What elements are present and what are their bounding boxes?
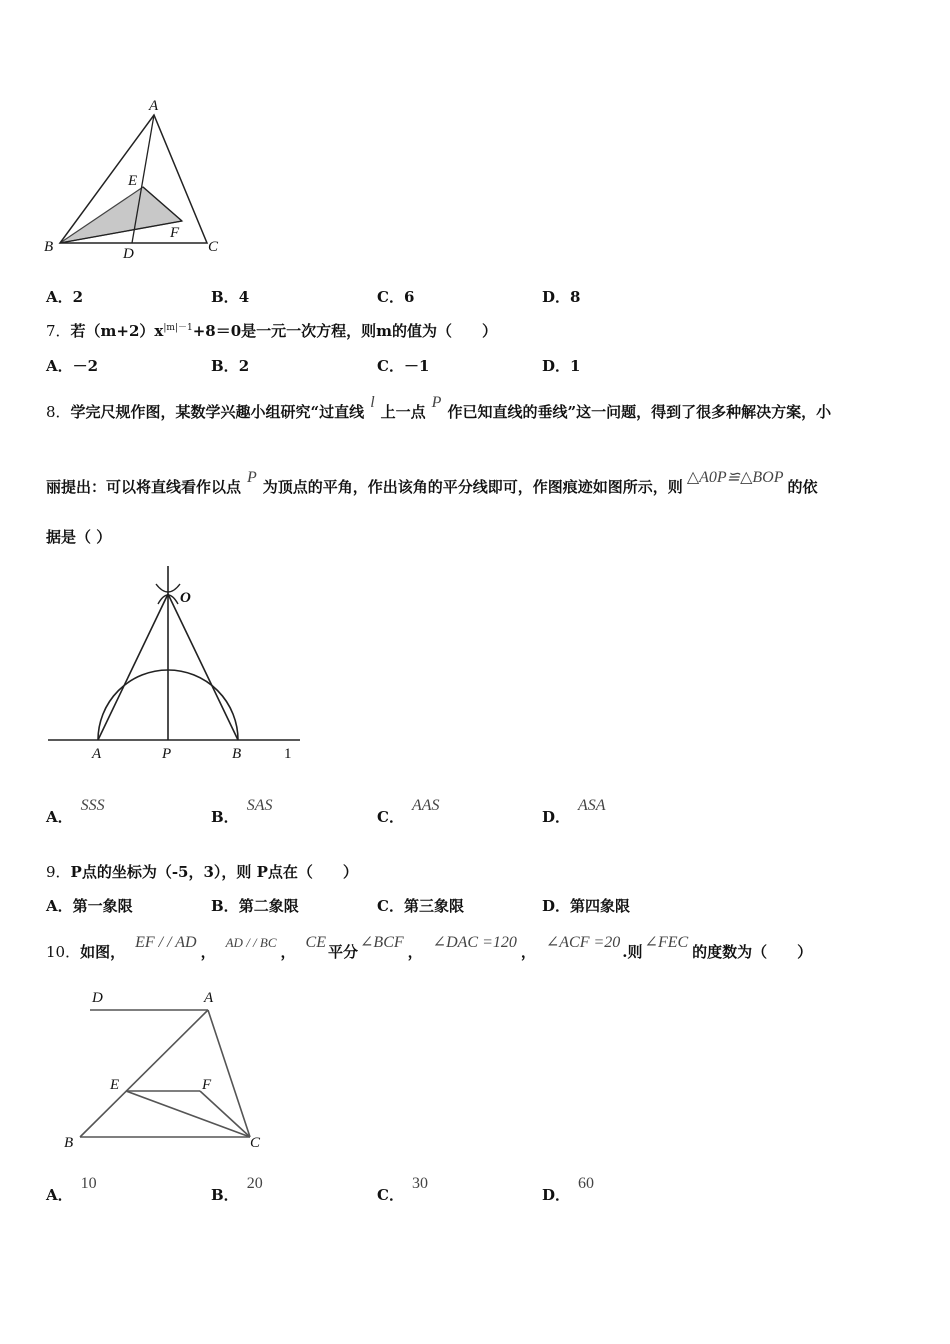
q7-option-c[interactable]: C．－1 bbox=[377, 357, 430, 375]
q8-stem-line1: 8．学完尺规作图，某数学兴趣小组研究“过直线l上一点P作已知直线的垂线”这一问题，得到了很多种解决方案，小 bbox=[46, 394, 832, 421]
q10-line-ec bbox=[126, 1091, 250, 1137]
q10-option-c[interactable]: C．30 bbox=[377, 1175, 428, 1204]
q9-option-a[interactable]: A．第一象限 bbox=[46, 897, 133, 915]
q8-stem-line2: 丽提出：可以将直线看作以点P为顶点的平角，作出该角的平分线即可，作图痕迹如图所示，则△A0P≌△BOP的依 bbox=[46, 469, 818, 496]
q6-label-e: E bbox=[128, 173, 138, 189]
q8-option-b[interactable]: B．SAS bbox=[211, 797, 273, 826]
q6-option-d[interactable]: D．8 bbox=[542, 288, 581, 306]
q10-label-c: C bbox=[250, 1135, 261, 1151]
q8-number: 8． bbox=[46, 403, 71, 421]
q10-label-e: E bbox=[110, 1077, 120, 1093]
q7-option-b[interactable]: B．2 bbox=[211, 357, 250, 375]
q10-math-ef-parallel-ad: EF / / AD bbox=[135, 934, 197, 951]
q8-label-b: B bbox=[232, 746, 242, 762]
q10-math-angle-bcf: ∠BCF bbox=[360, 934, 404, 951]
q8-stem-line3: 据是（ ） bbox=[46, 528, 112, 546]
q8-math-p2: P bbox=[247, 469, 257, 486]
q10-label-a: A bbox=[204, 990, 214, 1006]
q8-math-congruence: △A0P≌△BOP bbox=[686, 469, 784, 486]
q10-option-d[interactable]: D．60 bbox=[542, 1175, 595, 1204]
q9-option-d[interactable]: D．第四象限 bbox=[542, 897, 631, 915]
q10-math-ce: CE bbox=[305, 934, 326, 951]
q6-label-c: C bbox=[208, 239, 219, 255]
q9-number: 9． bbox=[46, 863, 71, 881]
q7-stem: 7．若$(m+2)x^{|m|-1}+8=0$是一元一次方程，则m的值为（ ） bbox=[46, 322, 498, 340]
q8-label-p: P bbox=[162, 746, 172, 762]
q8-label-o: O bbox=[180, 590, 191, 606]
q8-option-a[interactable]: A．SSS bbox=[46, 797, 105, 826]
q7-option-d[interactable]: D．1 bbox=[542, 357, 581, 375]
q7-option-a[interactable]: A．－2 bbox=[46, 357, 99, 375]
q10-label-f: F bbox=[202, 1077, 212, 1093]
q7-number: 7． bbox=[46, 322, 71, 340]
q6-label-b: B bbox=[44, 239, 54, 255]
q6-label-f: F bbox=[170, 225, 180, 241]
q6-triangle-figure bbox=[40, 95, 240, 265]
q10-option-b[interactable]: B．20 bbox=[211, 1175, 263, 1204]
q8-math-l: l bbox=[370, 394, 375, 411]
q10-label-d: D bbox=[92, 990, 103, 1006]
q6-label-d: D bbox=[123, 246, 134, 262]
q7-exponent: |m|－1 bbox=[163, 323, 193, 333]
q8-option-c[interactable]: C．AAS bbox=[377, 797, 440, 826]
q6-option-b[interactable]: B．4 bbox=[211, 288, 250, 306]
q6-option-a[interactable]: A．2 bbox=[46, 288, 84, 306]
q9-option-c[interactable]: C．第三象限 bbox=[377, 897, 464, 915]
q6-label-a: A bbox=[149, 98, 159, 114]
q10-math-angle-dac: ∠DAC =120 bbox=[432, 934, 517, 951]
q8-option-d[interactable]: D．ASA bbox=[542, 797, 606, 826]
q10-stem: 10．如图，EF / / AD，AD / / BC，CE平分∠BCF，∠DAC =120，∠ACF =20.则∠FEC的度数为（ ） bbox=[46, 934, 813, 961]
q8-segment-bo bbox=[168, 594, 238, 740]
q6-option-c[interactable]: C．6 bbox=[377, 288, 415, 306]
q6-shaded-triangle bbox=[60, 187, 182, 243]
q10-math-angle-acf: ∠ACF =20 bbox=[545, 934, 621, 951]
q9-option-b[interactable]: B．第二象限 bbox=[211, 897, 299, 915]
q8-math-p: P bbox=[431, 394, 442, 411]
q9-stem: 9．P点的坐标为（-5，3），则 P点在（ ） bbox=[46, 863, 358, 881]
q8-construction-figure bbox=[44, 560, 304, 765]
q10-parallel-lines-figure bbox=[60, 985, 280, 1155]
q8-segment-ao bbox=[98, 594, 168, 740]
q10-number: 10． bbox=[46, 943, 81, 961]
q10-math-ad-parallel-bc: AD / / BC bbox=[225, 935, 277, 950]
q8-label-a: A bbox=[92, 746, 102, 762]
q10-line-ab bbox=[80, 1010, 208, 1137]
q10-math-angle-fec: ∠FEC bbox=[644, 934, 689, 951]
q8-label-l: 1 bbox=[284, 746, 292, 762]
q10-option-a[interactable]: A．10 bbox=[46, 1175, 97, 1204]
q10-label-b: B bbox=[64, 1135, 74, 1151]
